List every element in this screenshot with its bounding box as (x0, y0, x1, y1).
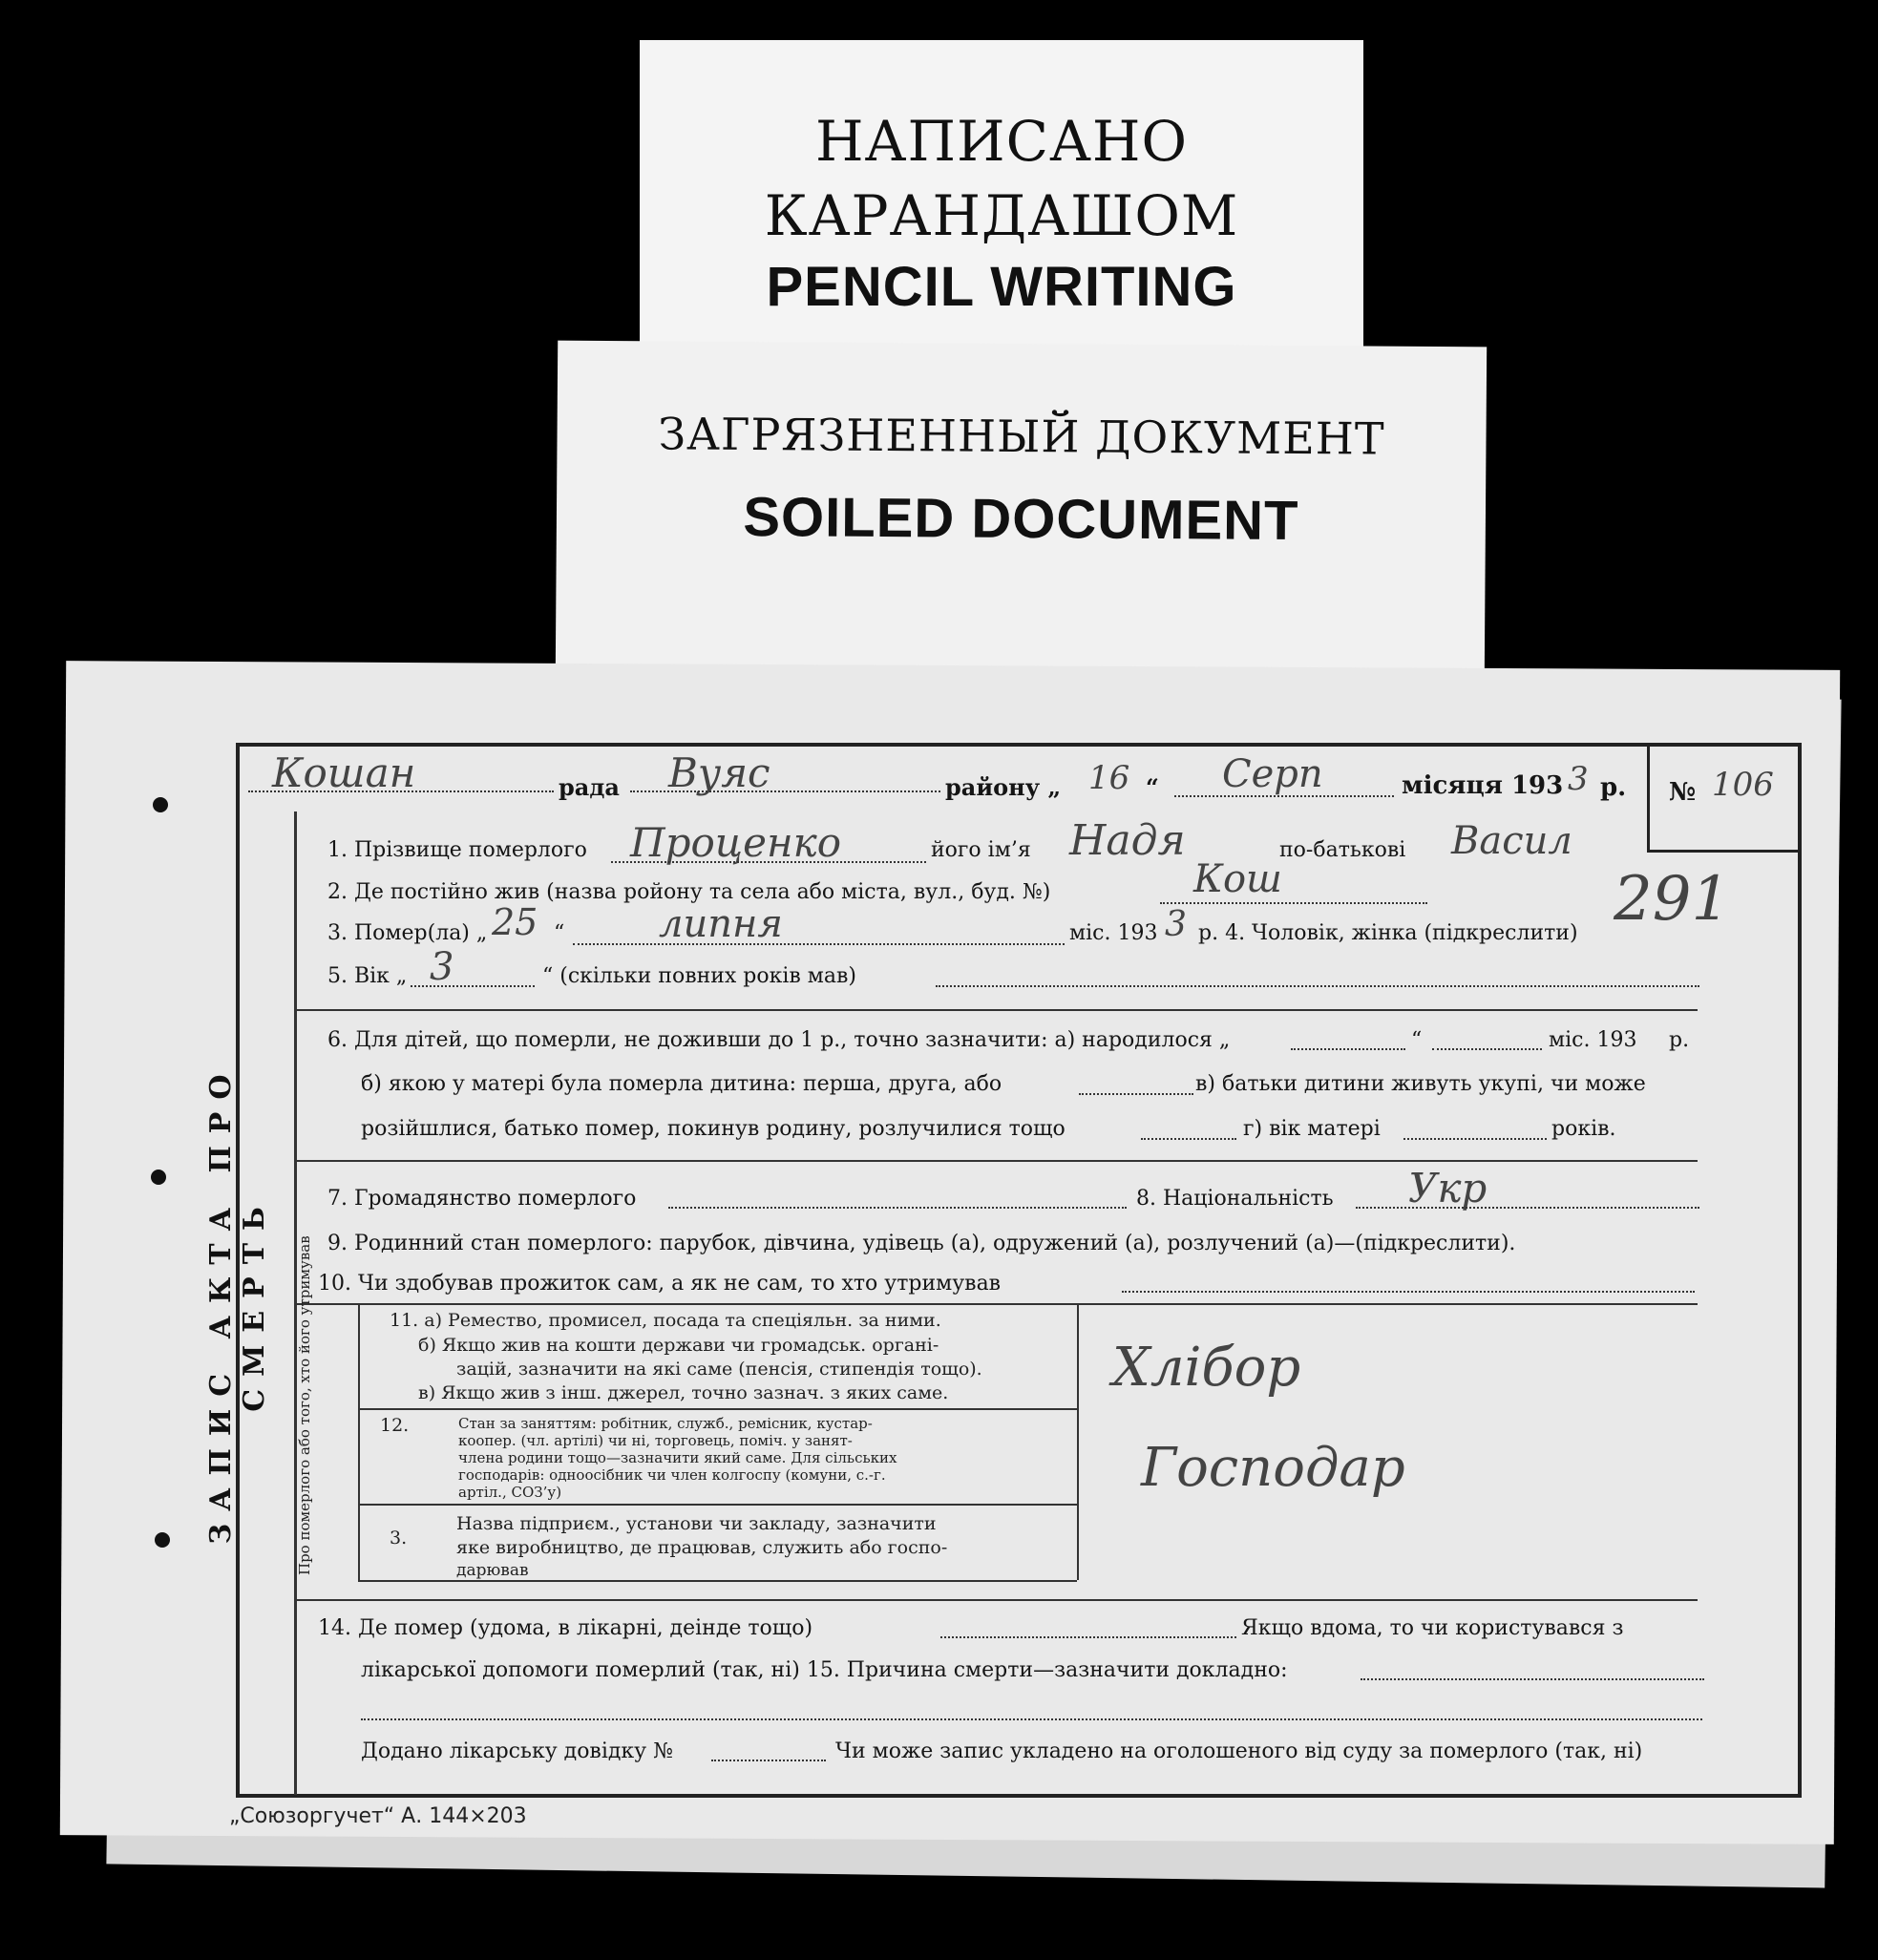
line13-number: 3. (390, 1528, 408, 1549)
hand-first-name: Надя (1069, 816, 1186, 865)
surname-field (611, 861, 926, 863)
line1-patronymic-label: по-батькові (1279, 838, 1406, 862)
hand-residence: Кош (1193, 857, 1282, 901)
cause-field-2 (361, 1718, 1702, 1720)
line11-b: б) Якщо жив на кошти держави чи громадськ. органі- (418, 1335, 939, 1356)
age-field (411, 985, 535, 987)
line14-home: Якщо вдома, то чи користувався з (1241, 1616, 1624, 1640)
birth-order-field (1079, 1093, 1193, 1095)
hand-record-number: 106 (1712, 766, 1774, 804)
line12-c: члена родини тощо—зазначити який саме. Для сільських (458, 1449, 897, 1466)
hand-margin-number: 291 (1614, 864, 1731, 935)
header-number-sign: № (1669, 778, 1697, 807)
line1-surname-label: 1. Прізвище померлого (327, 838, 587, 862)
support-field (1122, 1291, 1695, 1293)
line6-year-label: міс. 193 (1549, 1028, 1637, 1052)
line12-d: господарів: одноосібник чи член колгоспу (комуни, с.-г. (458, 1466, 886, 1484)
born-day-field (1291, 1048, 1405, 1050)
line2-residence-label: 2. Де постійно жив (назва ройону та села або міста, вул., буд. №) (327, 880, 1051, 904)
age-rest-field (936, 985, 1699, 987)
line3-quote: “ (554, 921, 565, 945)
line13-c: дарював (456, 1561, 529, 1580)
hand-nationality: Укр (1408, 1165, 1488, 1212)
hand-death-month: липня (659, 902, 783, 946)
line14-place: 14. Де помер (удома, в лікарні, деінде тощо) (318, 1616, 813, 1640)
hand-surname: Проценко (630, 819, 841, 866)
hand-death-day: 25 (492, 901, 538, 943)
line8-nationality: 8. Національність (1136, 1187, 1334, 1211)
header-rada: рада (559, 773, 620, 801)
born-month-field (1432, 1048, 1542, 1050)
place-field (940, 1636, 1236, 1638)
line11-c: зацій, зазначити на які саме (пенсія, стипендія тощо). (456, 1359, 982, 1380)
line12-b: коопер. (чл. артілі) чи ні, торговець, поміч. у занят- (458, 1432, 853, 1449)
hand-age: 3 (430, 945, 454, 989)
hand-patronymic: Васил (1451, 819, 1572, 863)
cause-field (1361, 1678, 1704, 1680)
block-divider (358, 1303, 360, 1580)
pencil-label-ru-line2: КАРАНДАШОМ (764, 183, 1239, 248)
pencil-label-en: PENCIL WRITING (766, 256, 1237, 318)
line3-death-label: 3. Помер(ла) „ (327, 921, 488, 945)
soiled-label-en: SOILED DOCUMENT (743, 485, 1299, 553)
line6-parents: в) батьки дитини живуть укупі, чи може (1195, 1072, 1646, 1096)
printer-mark: „Союзоргучет“ А. 144×203 (229, 1804, 527, 1828)
nationality-field (1356, 1207, 1699, 1209)
hand-status: Господар (1141, 1437, 1405, 1499)
side-note: Про померлого або того, хто його утримував (296, 1235, 313, 1575)
hand-day: 16 (1088, 759, 1130, 797)
parents-status-field (1141, 1138, 1236, 1140)
line12-e: артіл., СОЗ’у) (458, 1484, 562, 1501)
council-field (248, 790, 554, 792)
row-divider (358, 1580, 1077, 1582)
hand-district: Вуяс (668, 749, 770, 796)
line11-a: 11. а) Ремество, промисел, посада та спеціяльн. за ними. (390, 1310, 941, 1331)
line16-certificate: Додано лікарську довідку № (361, 1739, 673, 1763)
line6-quote: “ (1411, 1028, 1423, 1052)
mother-age-field (1403, 1138, 1547, 1140)
section-divider (294, 1599, 1698, 1601)
line6-mother-age: г) вік матері (1243, 1117, 1381, 1141)
section-divider (294, 1160, 1698, 1162)
line3-year-label: міс. 193 (1069, 921, 1158, 945)
death-month-field (573, 943, 1065, 945)
punch-hole (151, 1170, 166, 1185)
soiled-label-ru: ЗАГРЯЗНЕННЫЙ ДОКУМЕНТ (658, 408, 1385, 465)
punch-hole (155, 1532, 170, 1548)
line1-name-label: його ім’я (931, 838, 1031, 862)
vertical-form-title: ЗАПИС АКТА ПРО СМЕРТЬ (204, 1062, 271, 1545)
certificate-field (711, 1760, 826, 1761)
month-field (1174, 795, 1394, 797)
residence-field (1160, 902, 1427, 904)
line5-age-label: 5. Вік „ (327, 964, 408, 988)
line13-b: яке виробництво, де працював, служить або госпо- (456, 1537, 948, 1558)
hand-council: Кошан (272, 749, 416, 796)
line5-age-note: “ (скільки повних років мав) (542, 964, 857, 988)
soiled-document-label (556, 341, 1487, 682)
hand-death-year: 3 (1165, 905, 1187, 944)
hand-month: Серп (1222, 752, 1323, 796)
line12-number: 12. (380, 1415, 410, 1436)
header-r: р. (1600, 773, 1627, 802)
line10-support: 10. Чи здобував прожиток сам, а як не сам, то хто утримував (318, 1272, 1002, 1296)
line11-d: в) Якщо жив з інш. джерел, точно зазнач. з яких саме. (418, 1382, 949, 1403)
line6-birth-order: б) якою у матері була померла дитина: перша, друга, або (361, 1072, 1002, 1096)
line9-marital: 9. Родинний стан померлого: парубок, дівчина, удівець (а), одружений (а), розлучений (а)—(підкреслити). (327, 1232, 1516, 1255)
section-divider (294, 1303, 1698, 1305)
line3-sex-label: р. 4. Чоловік, жінка (підкреслити) (1198, 921, 1578, 945)
block-divider (1077, 1303, 1079, 1580)
line16-court: Чи може запис укладено на оголошеного від суду за померлого (так, ні) (835, 1739, 1643, 1763)
row-divider (358, 1408, 1077, 1410)
row-divider (358, 1504, 1077, 1506)
line13-a: Назва підприєм., установи чи закладу, зазначити (456, 1513, 937, 1534)
line12-a: Стан за заняттям: робітник, служб., ремісник, кустар- (458, 1415, 873, 1432)
line6-parents-status: розійшлися, батько помер, покинув родину, розлучилися тощо (361, 1117, 1066, 1141)
hand-year: 3 (1568, 760, 1589, 798)
district-field (630, 790, 940, 792)
pencil-label-ru-line1: НАПИСАНО (814, 109, 1189, 174)
line6-years: років. (1551, 1117, 1616, 1141)
hand-occupation: Хлібор (1112, 1337, 1301, 1399)
header-quote: “ (1146, 773, 1159, 801)
line6-born-label: 6. Для дітей, що померли, не доживши до 1 р., точно зазначити: а) народилося „ (327, 1028, 1231, 1052)
line7-citizenship: 7. Громадянство померлого (327, 1187, 637, 1211)
line6-r: р. (1669, 1028, 1690, 1052)
header-raion: району „ (945, 773, 1062, 801)
punch-hole (153, 797, 168, 812)
section-divider (294, 1009, 1698, 1011)
line15-cause: лікарської допомоги померлий (так, ні) 15. Причина смерти—зазначити докладно: (361, 1658, 1288, 1682)
header-month-year: місяця 193 (1402, 771, 1564, 800)
citizenship-field (668, 1207, 1127, 1209)
